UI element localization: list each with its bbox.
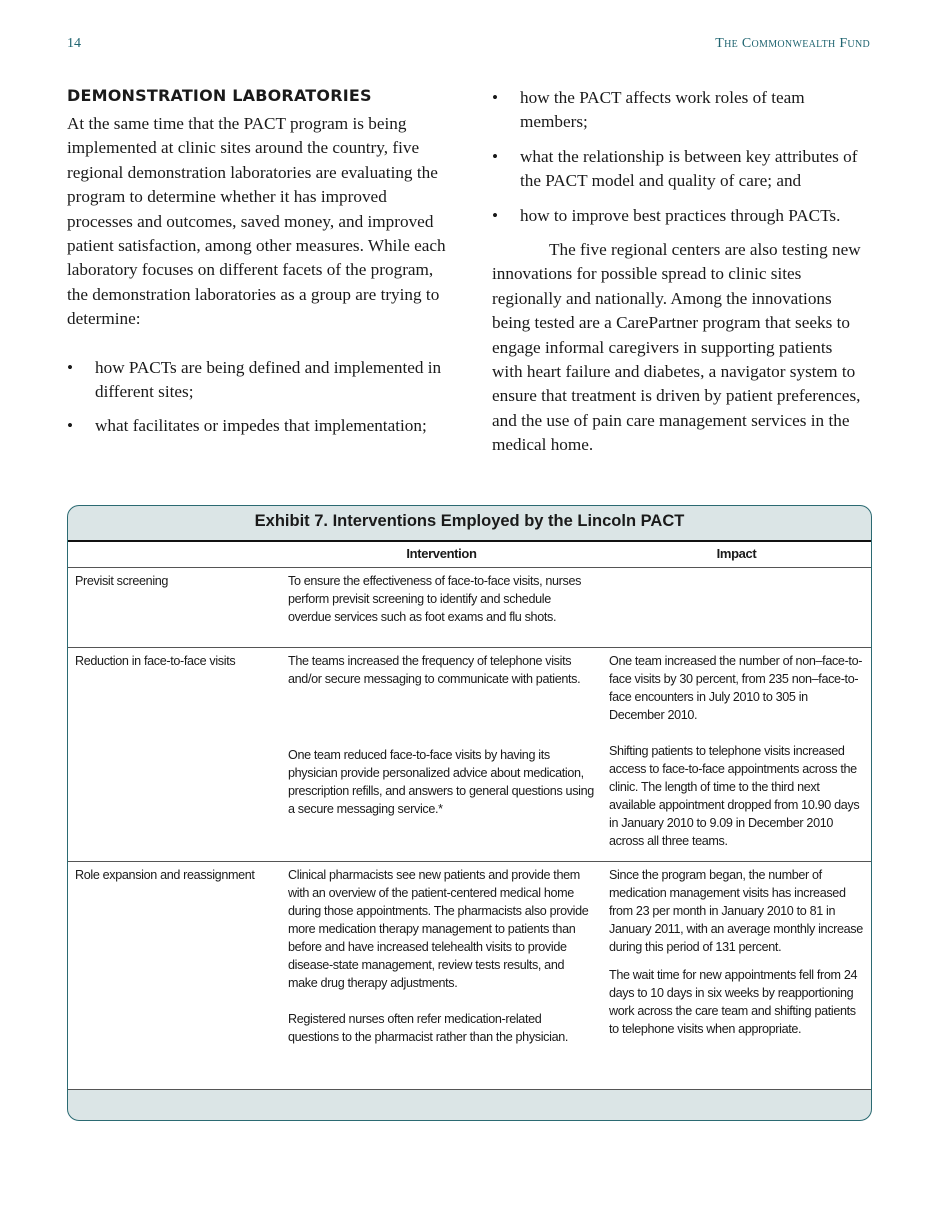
cell-paragraph: To ensure the effectiveness of face-to-face visits, nurses perform previsit screening to identify and schedule overdue services such as foot exams and flu shots.	[288, 573, 582, 624]
interventions-table	[68, 542, 871, 1090]
exhibit-title: Exhibit 7. Interventions Employed by the Lincoln PACT	[68, 506, 871, 542]
list-item: • what facilitates or impedes that implementation;	[67, 414, 452, 438]
cell-paragraph: Clinical pharmacists see new patients and provide them with an overview of the patient-centered medical home during those appointments. The pharmacists also provide more medication therapy management to patients than before and have increased telehealth visits to provide disease-state management, review tests results, and make drug therapy adjustments.	[288, 867, 589, 990]
table-row	[68, 861, 871, 1089]
list-item: • how the PACT affects work roles of team members;	[492, 86, 867, 135]
list-item: • how to improve best practices through PACTs.	[492, 204, 867, 228]
cell-paragraph: The wait time for new appointments fell from 24 days to 10 days in six weeks by reapportioning work across the care team and shifting patients to telephone visits when appropriate.	[609, 967, 858, 1036]
bullet-list	[67, 356, 452, 439]
category-cell: Reduction in face-to-face visits	[68, 647, 281, 861]
category-cell: Previsit screening	[68, 567, 281, 647]
exhibit-table-box	[67, 505, 872, 1121]
column-header-impact: Impact	[602, 542, 871, 567]
section-heading: DEMONSTRATION LABORATORIES	[67, 86, 372, 105]
impact-cell	[602, 647, 871, 861]
column-header-intervention: Intervention	[281, 542, 602, 567]
cell-paragraph: Shifting patients to telephone visits increased access to face-to-face appointments across the clinic. The length of time to the third next available appointment dropped from 10.90 days in January 2010 to 9.09 in December 2010 across all three teams.	[609, 743, 860, 848]
body-paragraph: At the same time that the PACT program is being implemented at clinic sites around the country, five regional demonstration laboratories are evaluating the program to determine whether it has improved processes and outcomes, saved money, and improved patient satisfaction, among other measures. While each laboratory focuses on different facets of the program, the demonstration laboratories as a group are trying to determine:	[67, 114, 446, 329]
intervention-cell	[281, 567, 602, 647]
right-column	[492, 86, 867, 458]
cell-paragraph: One team increased the number of non–face-to-face visits by 30 percent, from 235 non–face-to-face encounters in July 2010 to 305 in December 2010.	[609, 653, 863, 722]
column-header	[68, 542, 281, 567]
intervention-cell	[281, 647, 602, 861]
bullet-list	[492, 86, 867, 228]
cell-paragraph: Since the program began, the number of medication management visits has increased from 23 per month in January 2010 to 81 in January 2011, with an average monthly increase during this period of 131 percent.	[609, 867, 863, 954]
cell-paragraph: Registered nurses often refer medication-related questions to the pharmacist rather than the physician.	[288, 1011, 569, 1044]
table-row	[68, 567, 871, 647]
body-paragraph: The five regional centers are also testing new innovations for possible spread to clinic sites regionally and nationally. Among the innovations being tested are a CarePartner program that seeks to engage informal caregivers in supporting patients with heart failure and diabetes, a navigator system to ensure that treatment is driven by patient preferences, and the use of pain care management services in the medical home.	[492, 240, 861, 455]
list-item: • what the relationship is between key attributes of the PACT model and quality of care; and	[492, 145, 867, 194]
list-item: • how PACTs are being defined and implemented in different sites;	[67, 356, 452, 405]
running-header: The Commonwealth Fund	[715, 36, 870, 51]
cell-paragraph: One team reduced face-to-face visits by having its physician provide personalized advice about medication, prescription refills, and answers to general questions using a secure messaging service.*	[288, 747, 594, 816]
impact-cell	[602, 861, 871, 1089]
page-number: 14	[67, 36, 81, 51]
cell-paragraph: The teams increased the frequency of telephone visits and/or secure messaging to communicate with patients.	[288, 653, 581, 686]
category-cell: Role expansion and reassignment	[68, 861, 281, 1089]
table-row	[68, 647, 871, 861]
intervention-cell	[281, 861, 602, 1089]
left-column	[67, 86, 452, 449]
impact-cell	[602, 567, 871, 647]
